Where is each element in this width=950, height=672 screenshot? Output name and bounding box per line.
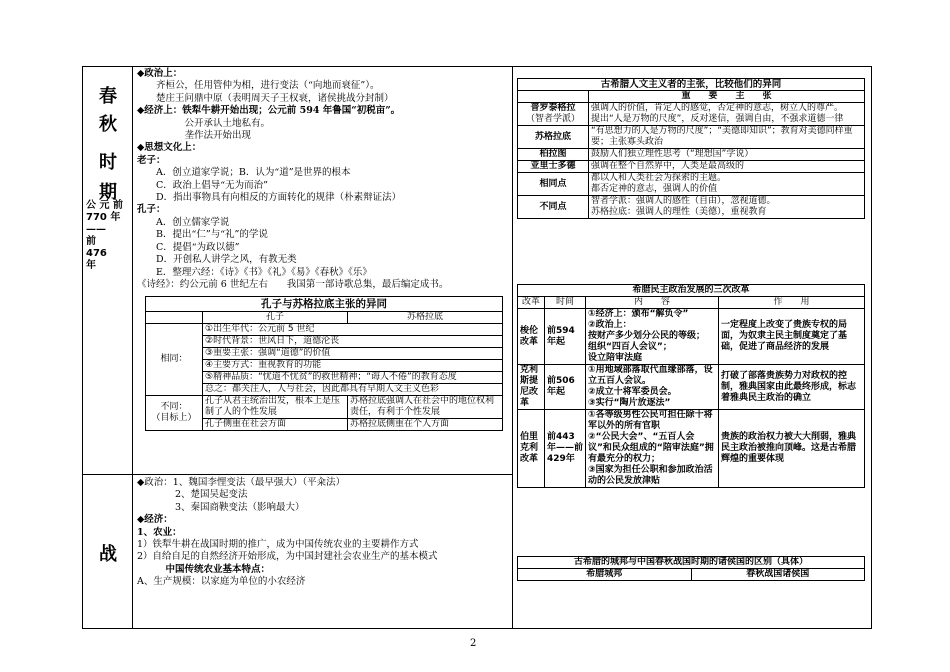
table-cell: 孔子从君主统治出发，根本上是压制了人的个性发展 (203, 396, 348, 419)
table-cell: 苏格拉底侧重在个人方面 (348, 419, 503, 431)
table-cell: ④主要方式：重视教育的功能 (203, 360, 503, 372)
spring-autumn-notes: ◆政治上： 齐桓公，任用管仲为相，进行变法（“向地而衰征”）。 楚庄王问鼎中原（表明周天子王权衰，诸侯挑战分封制） ◆经济上：铁犁牛耕开始出现；公元前 594 年鲁国“初税亩”。 公开承认土地私有。 垄作法开始出现 ◆思想文化上： 老子： A．创立道家学说；B．认为“道”是世界的根本 C．政治上倡导“无为而治” D．指出事物具有向相反的方面转化的规律（朴素辩证法） 孔子： A．创立儒家学说 B．提出“仁”与“礼”的学说 C．提倡“为政以德” D．开创私人讲学之风，有教无类 E．整理六经：《诗》《书》《礼》《易》《春秋》《乐》 《诗经》：约公元前 6 世纪左右 我国第一部诗歌总集，最后编定成书。 (137, 68, 449, 290)
spring-autumn-dates: 公 元 前 770 年 —— 前 476 年 (86, 200, 123, 271)
page-number: 2 (470, 638, 477, 649)
table-cell: ⑤精神品质：“忧道不忧贫”的救世精神；“诲人不倦”的教育态度 (203, 372, 503, 384)
table-cell: 一定程度上改变了贵族专权的局面，为奴隶主民主制度奠定了基础，促进了商品经济的发展 (719, 309, 865, 365)
table-cell: 前594年起 (545, 309, 586, 365)
col-header: 孔子 (203, 312, 348, 324)
table-cell: 前506年起 (545, 365, 586, 410)
table-cell: 梭伦改革 (518, 309, 545, 365)
col-header: 希腊城邦 (518, 569, 692, 581)
table-cell: 贵族的政治权力被大大削弱，雅典民主政治被推向顶峰。这是古希腊辉煌的重要体现 (719, 410, 865, 488)
table-cell: 都以人和人类社会为探索的主题。 都否定神的意志，强调人的价值 (589, 173, 865, 196)
table-cell: 总之：都关注人，人与社会，因此都具有早期人文主义色彩 (203, 384, 503, 396)
row-label: 不同： （目标上） (146, 396, 203, 431)
col-header: 内 容 (586, 297, 719, 309)
col-header: 苏格拉底 (348, 312, 503, 324)
polis-table (517, 556, 865, 581)
era-divider (132, 66, 133, 629)
spring-autumn-label: 春 秋 时 期 (99, 86, 117, 203)
row-label: 相同点 (518, 173, 589, 196)
table-cell: 打破了部落贵族势力对政权的控制，雅典国家由此最终形成，标志着雅典民主政治的确立 (719, 365, 865, 410)
col-header: 改革 (518, 297, 545, 309)
row-label: 亚里士多德 (518, 161, 589, 173)
table-cell: “有思想力的人是万物的尺度”；“美德即知识”；教育对美德同样重要；主张寡头政治 (589, 126, 865, 149)
era-row-divider (82, 474, 512, 475)
table-cell: 苏格拉底强调人在社会中的地位权利责任，有利于个性发展 (348, 396, 503, 419)
table-title: 希腊民主政治发展的三次改革 (518, 285, 865, 297)
table-cell: 前443年——前429年 (545, 410, 586, 488)
row-label: 不同点 (518, 196, 589, 219)
col-header: 作 用 (719, 297, 865, 309)
humanist-table (517, 78, 865, 219)
table-cell: 智者学派：强调人的感性（自由），忽视道德。 苏格拉底：强调人的理性（美德），重视教育 (589, 196, 865, 219)
table-title: 古希腊人文主义者的主张，比较他们的异同 (518, 79, 865, 91)
warring-states-notes: ◆政治：1、魏国李悝变法（最早强大）（平籴法） 2、楚国吴起变法 3、秦国商鞅变法（影响最大） ◆经济： 1、农业： 1）铁犁牛耕在战国时期的推广，成为中国传统农业的主要耕作方式 2）自给自足的自然经济开始形成，为中国封建社会农业生产的基本模式 中国传统农业基本特点： A、生产规模：以家庭为单位的小农经济 (137, 477, 438, 588)
table-title: 孔子与苏格拉底主张的异同 (146, 297, 503, 312)
reform-table (517, 284, 865, 488)
col-header: 春秋战国诸侯国 (691, 569, 865, 581)
row-label: 柏拉图 (518, 149, 589, 161)
table-cell: 强调在整个自然界中，人类是最高级的 (589, 161, 865, 173)
table-cell: ②时代背景：世风日下，道德沦丧 (203, 336, 503, 348)
table-cell: 鼓励人们独立理性思考（“理想国”学说） (589, 149, 865, 161)
table-cell: ①经济上：颁布“解负令” ②政治上： 按财产多少划分公民的等级； 组织“四百人会议”； 设立陪审法庭 (586, 309, 719, 365)
row-label: 普罗泰格拉 （智者学派） (518, 103, 589, 126)
table-cell: 克利斯提尼改革 (518, 365, 545, 410)
table-cell: 伯里克利改革 (518, 410, 545, 488)
table-cell: 强调人的价值，肯定人的感觉，否定神的意志，树立人的尊严。 提出“人是万物的尺度”，反对迷信，强调自由，不强求道德一律 (589, 103, 865, 126)
table-cell: ①用地域部落取代血缘部落，设立五百人会议。 ②成立十将军委员会。 ③实行“陶片放逐法” (586, 365, 719, 410)
confucius-socrates-table (145, 296, 503, 431)
col-header: 重 要 主 张 (589, 91, 865, 103)
table-cell: ③重要主张：强调“道德”的价值 (203, 348, 503, 360)
table-cell: 孔子侧重在社会方面 (203, 419, 348, 431)
column-divider (512, 66, 513, 629)
warring-states-label: 战 (99, 544, 117, 565)
row-label: 苏格拉底 (518, 126, 589, 149)
col-header: 时间 (545, 297, 586, 309)
row-label: 相同： (146, 324, 203, 396)
table-cell: ①各等级男性公民可担任除十将军以外的所有官职 ②“公民大会”、“五百人会议”和民众组成的“陪审法庭”拥有最充分的权力； ③国家为担任公职和参加政治活动的公民发放津贴 (586, 410, 719, 488)
table-cell: ①出生年代：公元前 5 世纪 (203, 324, 503, 336)
table-title: 古希腊的城邦与中国春秋战国时期的诸侯国的区别（具体） (518, 557, 865, 569)
